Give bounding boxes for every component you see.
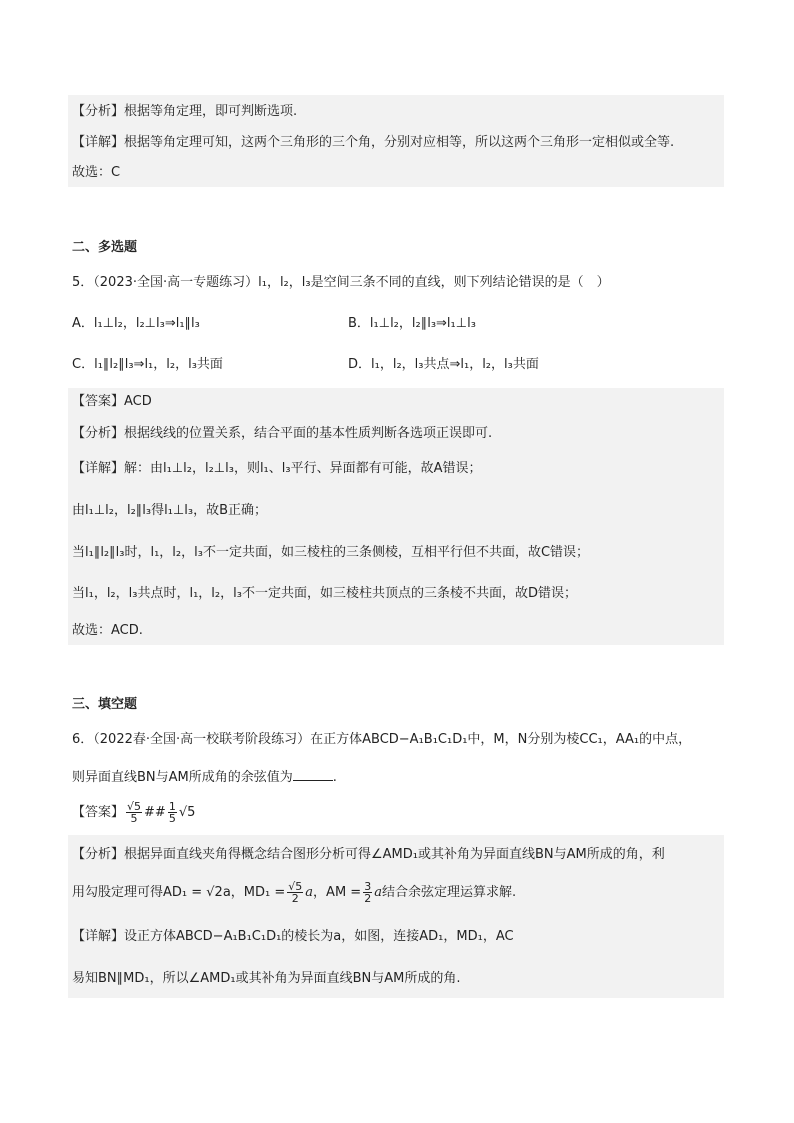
q5-option-b: B．l₁⊥l₂，l₂∥l₃⇒l₁⊥l₃ (348, 316, 476, 331)
q4-choice: 故选：C (72, 165, 121, 180)
q5-option-a: A．l₁⊥l₂，l₂⊥l₃⇒l₁∥l₃ (72, 316, 200, 331)
q6-stem-2-text: 则异面直线BN与AM所成角的余弦值为 (72, 770, 293, 785)
q6-analysis-2-c: 结合余弦定理运算求解. (381, 885, 517, 900)
q6-detail-2: 易知BN∥MD₁，所以∠AMD₁或其补角为异面直线BN与AM所成的角. (72, 971, 461, 986)
q5-option-d: D．l₁，l₂，l₃共点⇒l₁，l₂，l₃共面 (348, 357, 539, 372)
q5-detail-2: 由l₁⊥l₂，l₂∥l₃得l₁⊥l₃，故B正确； (72, 503, 268, 518)
q5-choice: 故选：ACD. (72, 623, 143, 638)
fraction-sqrt5-over-2: $\frac{√5}{2}$ (288, 880, 303, 905)
section-title-fill-in: 三、填空题 (72, 697, 138, 712)
q5-detail-1: 【详解】解：由l₁⊥l₂，l₂⊥l₃，则l₁、l₃平行、异面都有可能，故A错误； (72, 461, 482, 476)
answer-blank (293, 768, 333, 781)
fraction-3-over-2: $\frac{3}{2}$ (364, 880, 372, 905)
q4-detail: 【详解】根据等角定理可知，这两个三角形的三个角，分别对应相等，所以这两个三角形一定相似或全等. (72, 135, 675, 150)
q6-answer-label: 【答案】 (72, 805, 125, 820)
q5-stem: 5．（2023·全国·高一专题练习）l₁，l₂，l₃是空间三条不同的直线，则下列结论错误的是（ ） (72, 275, 610, 290)
q6-stem-1: 6．（2022春·全国·高一校联考阶段练习）在正方体ABCD−A₁B₁C₁D₁中，M，N分别为棱CC₁，AA₁的中点， (72, 732, 692, 747)
fraction-sqrt5-over-5: $\frac{√5}{5}$ (127, 800, 142, 825)
fraction-1-over-5: $\frac{1}{5}$ (168, 800, 176, 825)
q5-analysis: 【分析】根据线线的位置关系，结合平面的基本性质判断各选项正误即可. (72, 426, 493, 441)
q6-analysis-2: 用勾股定理可得AD₁ = √2a，MD₁ = $\frac{√5}{2}$ a，AM = $\frac{3}{2}$ a结合余弦定理运算求解. (72, 880, 517, 905)
section-title-multiple-choice: 二、多选题 (72, 240, 138, 255)
q5-detail-4: 当l₁，l₂，l₃共点时，l₁，l₂，l₃不一定共面，如三棱柱共顶点的三条棱不共面，故D错误； (72, 586, 577, 601)
q5-answer: 【答案】ACD (72, 394, 152, 409)
q6-stem-2: 则异面直线BN与AM所成角的余弦值为 . (72, 770, 337, 785)
q5-option-c: C．l₁∥l₂∥l₃⇒l₁，l₂，l₃共面 (72, 357, 223, 372)
q4-analysis: 【分析】根据等角定理，即可判断选项. (72, 104, 298, 119)
q6-analysis-1: 【分析】根据异面直线夹角得概念结合图形分析可得∠AMD₁或其补角为异面直线BN与AM所成的角，利 (72, 847, 665, 862)
q6-analysis-2-b: ，AM = (313, 885, 362, 900)
q6-answer-separator: ## (144, 805, 166, 820)
q6-analysis-2-a: 用勾股定理可得AD₁ = √2a，MD₁ = (72, 885, 286, 900)
q5-detail-3: 当l₁∥l₂∥l₃时，l₁，l₂，l₃不一定共面，如三棱柱的三条侧棱，互相平行但不共面，故C错误； (72, 545, 590, 560)
q6-detail-1: 【详解】设正方体ABCD−A₁B₁C₁D₁的棱长为a，如图，连接AD₁，MD₁，AC (72, 929, 514, 944)
q6-answer: 【答案】 $\frac{√5}{5}$ ## $\frac{1}{5}$ √5 (72, 800, 196, 825)
